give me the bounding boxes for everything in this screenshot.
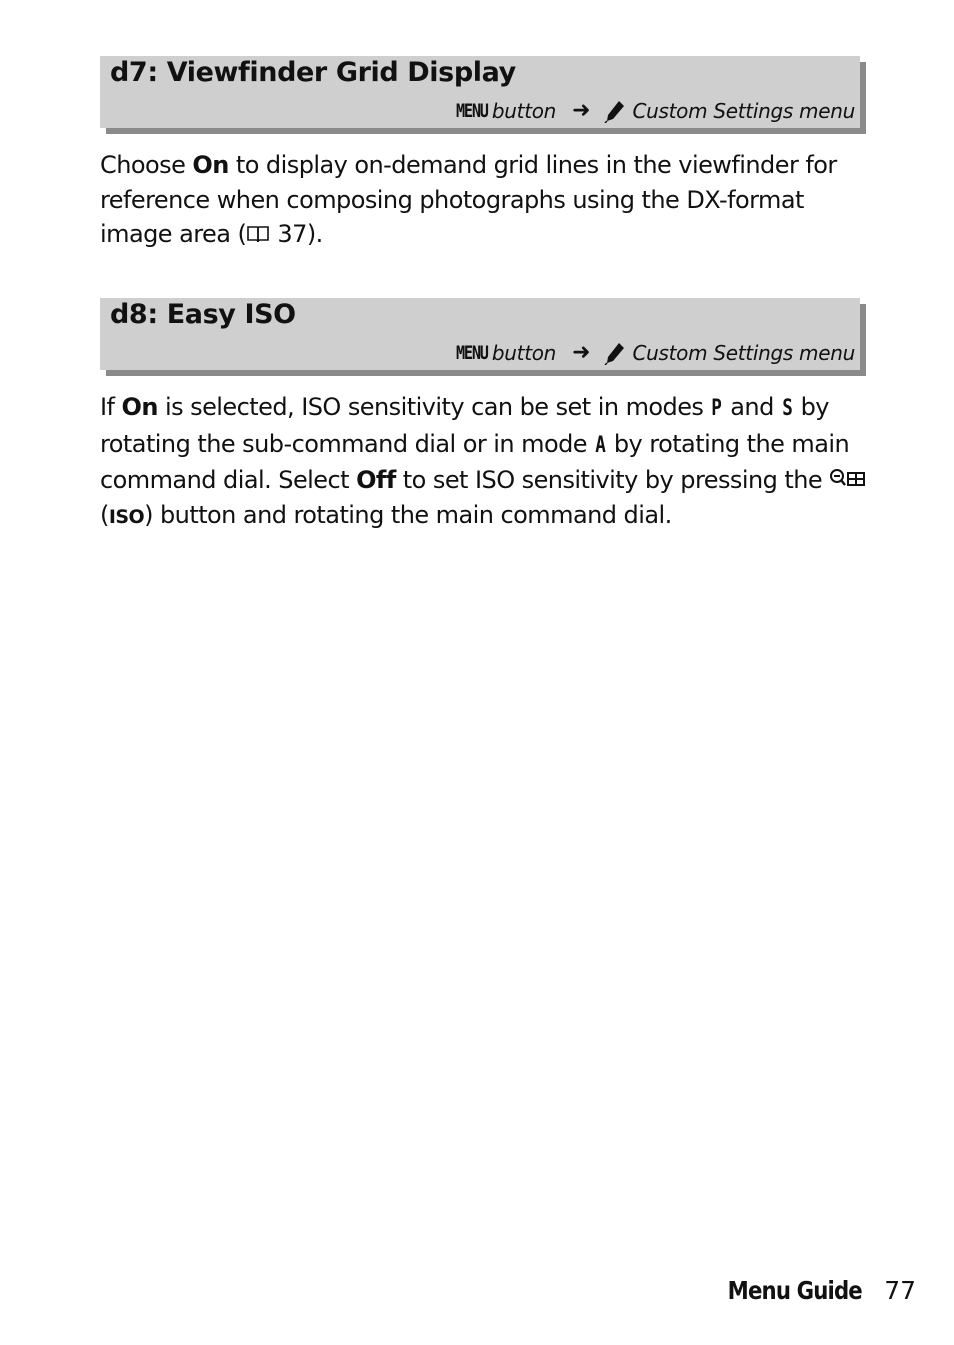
zoom-out-thumbnail-icon	[829, 468, 869, 490]
footer-section-name: Menu Guide	[727, 1276, 863, 1305]
menu-destination: Custom Settings menu	[632, 98, 855, 123]
body-text-run: and	[723, 393, 781, 421]
mode-s: S	[782, 396, 793, 421]
pencil-icon	[604, 341, 626, 365]
menu-button-label: MENU	[456, 99, 488, 122]
arrow-right-icon: ➜	[572, 340, 591, 365]
menu-button-word: button	[491, 340, 557, 365]
body-text-run: (	[100, 500, 109, 529]
option-on: On	[121, 393, 158, 421]
menu-button-label: MENU	[456, 341, 488, 364]
section-header-d8	[100, 298, 860, 370]
body-text-run: by rotating the sub-command dial or in mode	[100, 393, 829, 458]
body-text-run: ) button and rotating the main command dial.	[144, 500, 672, 529]
menu-path	[448, 98, 855, 123]
menu-path	[448, 340, 855, 365]
mode-p: P	[711, 396, 722, 421]
body-text-run: by rotating the main command dial. Select	[100, 429, 850, 494]
body-text-run: ).	[306, 220, 323, 248]
iso-label: ISO	[108, 505, 145, 528]
page-reference[interactable]: 37	[277, 220, 307, 248]
page-number: 77	[884, 1276, 916, 1305]
section-header-d7	[100, 56, 860, 128]
body-text-run: is selected, ISO sensitivity can be set in modes	[157, 393, 711, 421]
option-off: Off	[356, 466, 396, 494]
body-text-run: to display on-demand grid lines in the viewfinder for reference when composing photographs using the DX-format image area (	[100, 151, 837, 248]
menu-button-word: button	[491, 98, 557, 123]
body-text-run: If	[100, 393, 122, 421]
body-text-run: to set ISO sensitivity by pressing the	[395, 466, 830, 494]
menu-destination: Custom Settings menu	[632, 340, 855, 365]
body-text-run: Choose	[100, 151, 193, 179]
pencil-icon	[604, 99, 626, 123]
arrow-right-icon: ➜	[572, 98, 591, 123]
page-footer	[704, 1276, 916, 1305]
section-title: d8: Easy ISO	[110, 299, 296, 330]
mode-a: A	[595, 432, 606, 458]
book-icon	[246, 225, 270, 243]
section-body-d7	[100, 148, 870, 252]
option-on: On	[192, 151, 229, 179]
section-body-d8	[100, 390, 870, 534]
section-title: d7: Viewfinder Grid Display	[110, 57, 516, 88]
